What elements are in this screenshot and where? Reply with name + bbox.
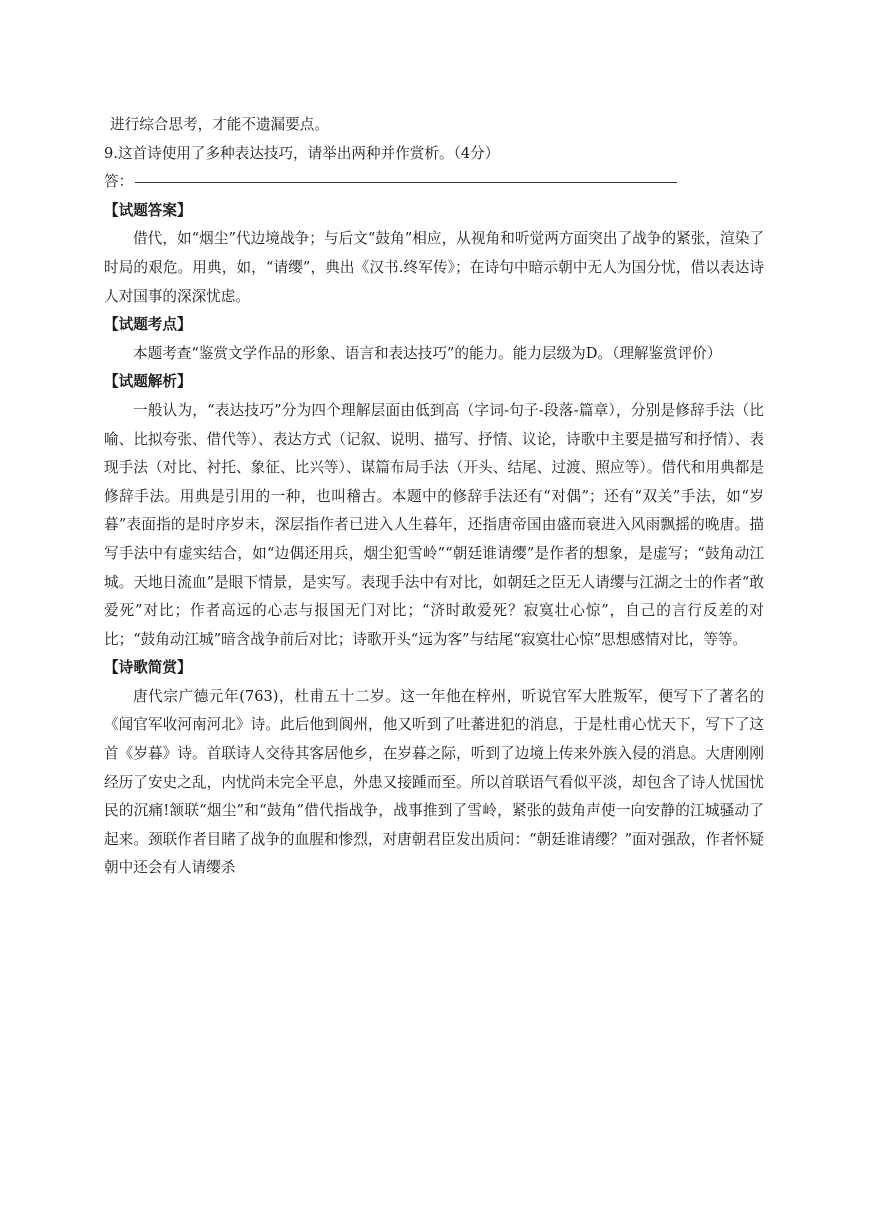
analysis-heading: 【试题解析】 — [104, 373, 192, 391]
point-heading: 【试题考点】 — [104, 316, 192, 334]
answer-rule — [135, 182, 677, 183]
point-text: 本题考查“鉴赏文学作品的形象、语言和表达技巧”的能力。能力层级为D。（理解鉴赏评价） — [133, 344, 722, 362]
analysis-text: 一般认为，“表达技巧”分为四个理解层面由低到高（字词-句子-段落-篇章），分别是修辞手法（比喻、比拟夸张、借代等）、表达方式（记叙、说明、描写、抒情、议论，诗歌中主要是描写和抒情）、表现手法（对比、衬托、象征、比兴等）、谋篇布局手法（开头、结尾、过渡、照应等）。借代和用典都是修辞手法。用典是引用的一种，也叫稽古。本题中的修辞手法还有“对偶”；还有“双关”手法，如“岁暮”表面指的是时序岁末，深层指作者已进入人生暮年，还指唐帝国由盛而衰进入风雨飘摇的晚唐。描写手法中有虚实结合，如“边偶还用兵，烟尘犯雪岭”“朝廷谁请缨”是作者的想象，是虚写；“鼓角动江城。天地日流血”是眼下情景，是实写。表现手法中有对比，如朝廷之臣无人请缨与江湖之士的作者“敢爱死”对比；作者高远的心志与报国无门对比；“济时敢爱死？寂寞壮心惊”，自己的言行反差的对比；“鼓角动江城”暗含战争前后对比；诗歌开头“远为客”与结尾“寂寞壮心惊”思想感情对比，等等。 — [104, 401, 764, 648]
appreciation-text: 唐代宗广德元年(763)，杜甫五十二岁。这一年他在梓州，听说官军大胜叛军，便写下了著名的《闻官军收河南河北》诗。此后他到阆州，他又听到了吐蕃进犯的消息，于是杜甫心忧天下，写下了这首《岁暮》诗。首联诗人交待其客居他乡，在岁暮之际，听到了边境上传来外族入侵的消息。大唐刚刚经历了安史之乱，内忧尚未完全平息，外患又接踵而至。所以首联语气看似平淡，却包含了诗人忧国忧民的沉痛!颔联“烟尘”和“鼓角”借代指战争，战事推到了雪岭，紧张的鼓角声使一向安静的江城骚动了起来。颈联作者目睹了战争的血腥和惨烈，对唐朝君臣发出质问：“朝廷谁请缨？”面对强敌，作者怀疑朝中还会有人请缨杀 — [104, 687, 764, 877]
answer-blank — [104, 168, 764, 197]
answer-label: 答： — [104, 173, 134, 191]
answer-text: 借代，如“烟尘”代边境战争；与后文“鼓角”相应，从视角和听觉两方面突出了战争的紧张，渲染了时局的艰危。用典，如，“请缨”，典出《汉书.终军传》；在诗句中暗示朝中无人为国分忧，借以表达诗人对国事的深深忧虑。 — [104, 230, 764, 305]
document-content — [104, 111, 764, 883]
question-9: 9.这首诗使用了多种表达技巧，请举出两种并作赏析。（4分） — [104, 144, 500, 162]
answer-heading: 【试题答案】 — [104, 201, 192, 219]
intro-line: 进行综合思考，才能不遗漏要点。 — [110, 116, 329, 133]
appreciation-heading: 【诗歌简赏】 — [104, 659, 192, 677]
